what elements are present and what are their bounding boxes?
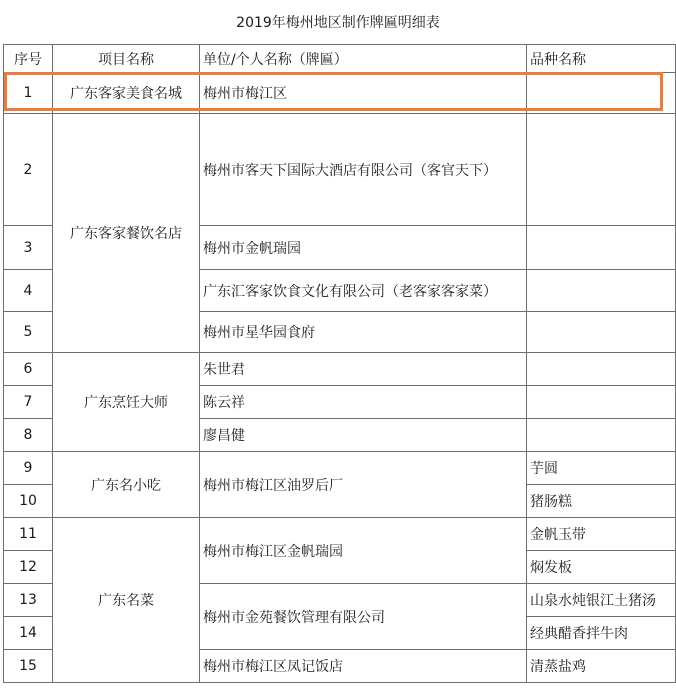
seq-cell: 2 [4, 114, 53, 226]
seq-cell: 13 [4, 584, 53, 617]
unit-cell: 梅州市梅江区油罗后厂 [200, 452, 527, 518]
variety-cell [527, 312, 676, 353]
unit-cell: 廖昌健 [200, 419, 527, 452]
project-cell: 广东名菜 [53, 518, 200, 683]
variety-cell: 金帆玉带 [527, 518, 676, 551]
project-cell: 广东客家美食名城 [53, 73, 200, 114]
seq-cell: 6 [4, 353, 53, 386]
seq-cell: 9 [4, 452, 53, 485]
sheet-title: 2019年梅州地区制作牌匾明细表 [236, 15, 440, 31]
project-cell: 广东烹饪大师 [53, 353, 200, 452]
header-row [4, 45, 676, 73]
unit-cell: 梅州市星华园食府 [200, 312, 527, 353]
header-project: 项目名称 [53, 45, 200, 73]
seq-cell: 12 [4, 551, 53, 584]
unit-cell: 广东汇客家饮食文化有限公司（老客家客家菜） [200, 270, 527, 312]
table-row [4, 353, 676, 386]
table-row [4, 452, 676, 485]
variety-cell [527, 386, 676, 419]
unit-cell: 陈云祥 [200, 386, 527, 419]
seq-cell: 11 [4, 518, 53, 551]
plaque-table [3, 44, 676, 683]
variety-cell: 猪肠糕 [527, 485, 676, 518]
unit-cell: 梅州市客天下国际大酒店有限公司（客官天下） [200, 114, 527, 226]
header-unit: 单位/个人名称（牌匾） [200, 45, 527, 73]
seq-cell: 8 [4, 419, 53, 452]
variety-cell: 芋圆 [527, 452, 676, 485]
header-seq: 序号 [4, 45, 53, 73]
variety-cell: 经典醋香拌牛肉 [527, 617, 676, 650]
seq-cell: 5 [4, 312, 53, 353]
variety-cell: 焖发板 [527, 551, 676, 584]
unit-cell: 梅州市梅江区金帆瑞园 [200, 518, 527, 584]
seq-cell: 7 [4, 386, 53, 419]
variety-cell [527, 114, 676, 226]
variety-cell: 山泉水炖银江土猪汤 [527, 584, 676, 617]
variety-cell [527, 226, 676, 270]
project-cell: 广东名小吃 [53, 452, 200, 518]
seq-cell: 14 [4, 617, 53, 650]
variety-cell [527, 353, 676, 386]
seq-cell: 10 [4, 485, 53, 518]
project-cell: 广东客家餐饮名店 [53, 114, 200, 353]
seq-cell: 1 [4, 73, 53, 114]
seq-cell: 3 [4, 226, 53, 270]
table-row [4, 114, 676, 226]
variety-cell [527, 73, 676, 114]
unit-cell: 梅州市金帆瑞园 [200, 226, 527, 270]
seq-cell: 4 [4, 270, 53, 312]
seq-cell: 15 [4, 650, 53, 683]
table-row [4, 518, 676, 551]
unit-cell: 梅州市梅江区凤记饭店 [200, 650, 527, 683]
variety-cell: 清蒸盐鸡 [527, 650, 676, 683]
unit-cell: 朱世君 [200, 353, 527, 386]
header-variety: 品种名称 [527, 45, 676, 73]
variety-cell [527, 270, 676, 312]
unit-cell: 梅州市梅江区 [200, 73, 527, 114]
unit-cell: 梅州市金苑餐饮管理有限公司 [200, 584, 527, 650]
variety-cell [527, 419, 676, 452]
table-row [4, 73, 676, 114]
